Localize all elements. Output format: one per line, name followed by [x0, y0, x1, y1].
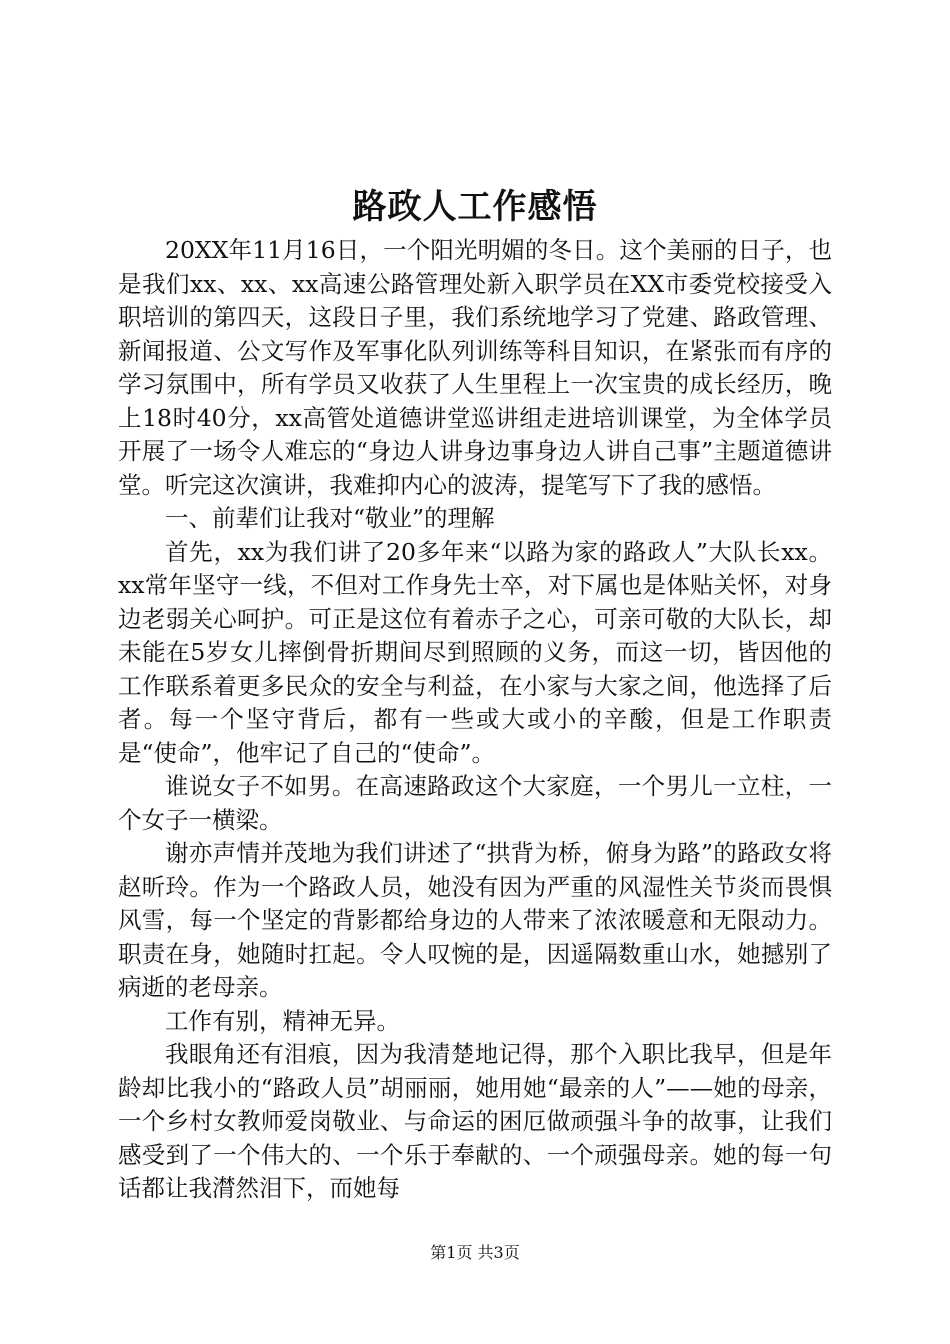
document-title: 路政人工作感悟 — [352, 187, 598, 227]
paragraph: 谢亦声情并茂地为我们讲述了“拱背为桥，俯身为路”的路政女将赵昕玲。作为一个路政人员，她没有因为严重的风湿性关节炎而畏惧风雪，每一个坚定的背影都给身边的人带来了浓浓暖意和无限动力。职责在身，她随时扛起。令人叹惋的是，因遥隔数重山水，她撼别了病逝的老母亲。 — [118, 839, 832, 1001]
paragraph: 我眼角还有泪痕，因为我清楚地记得，那个入职比我早，但是年龄却比我小的“路政人员”胡丽丽，她用她“最亲的人”——她的母亲，一个乡村女教师爱岗敬业、与命运的困厄做顽强斗争的故事，让我们感受到了一个伟大的、一个乐于奉献的、一个顽强母亲。她的每一句话都让我潸然泪下，而她每 — [118, 1040, 832, 1202]
paragraph: 20XX年11月16日，一个阳光明媚的冬日。这个美丽的日子，也是我们xx、xx、xx高速公路管理处新入职学员在XX市委党校接受入职培训的第四天，这段日子里，我们系统地学习了党建、路政管理、新闻报道、公文写作及军事化队列训练等科目知识，在紧张而有序的学习氛围中，所有学员又收获了人生里程上一次宝贵的成长经历，晚上18时40分，xx高管处道德讲堂巡讲组走进培训课堂，为全体学员开展了一场令人难忘的“身边人讲身边事身边人讲自己事”主题道德讲堂。听完这次演讲，我难抑内心的波涛，提笔写下了我的感悟。 — [118, 236, 832, 499]
paragraph: 谁说女子不如男。在高速路政这个大家庭，一个男儿一立柱，一个女子一横梁。 — [118, 772, 832, 834]
paragraph: 首先，xx为我们讲了20多年来“以路为家的路政人”大队长xx。xx常年坚守一线，不但对工作身先士卒，对下属也是体贴关怀，对身边老弱关心呵护。可正是这位有着赤子之心，可亲可敬的大队长，却未能在5岁女儿摔倒骨折期间尽到照顾的义务，而这一切，皆因他的工作联系着更多民众的安全与利益，在小家与大家之间，他选择了后者。每一个坚守背后，都有一些或大或小的辛酸，但是工作职责是“使命”，他牢记了自己的“使命”。 — [118, 537, 832, 767]
document-body — [118, 234, 832, 1206]
page-number-footer: 第1页 共3页 — [430, 1243, 520, 1262]
paragraph: 工作有别，精神无异。 — [165, 1006, 400, 1035]
section-heading: 一、前辈们让我对“敬业”的理解 — [165, 504, 495, 532]
